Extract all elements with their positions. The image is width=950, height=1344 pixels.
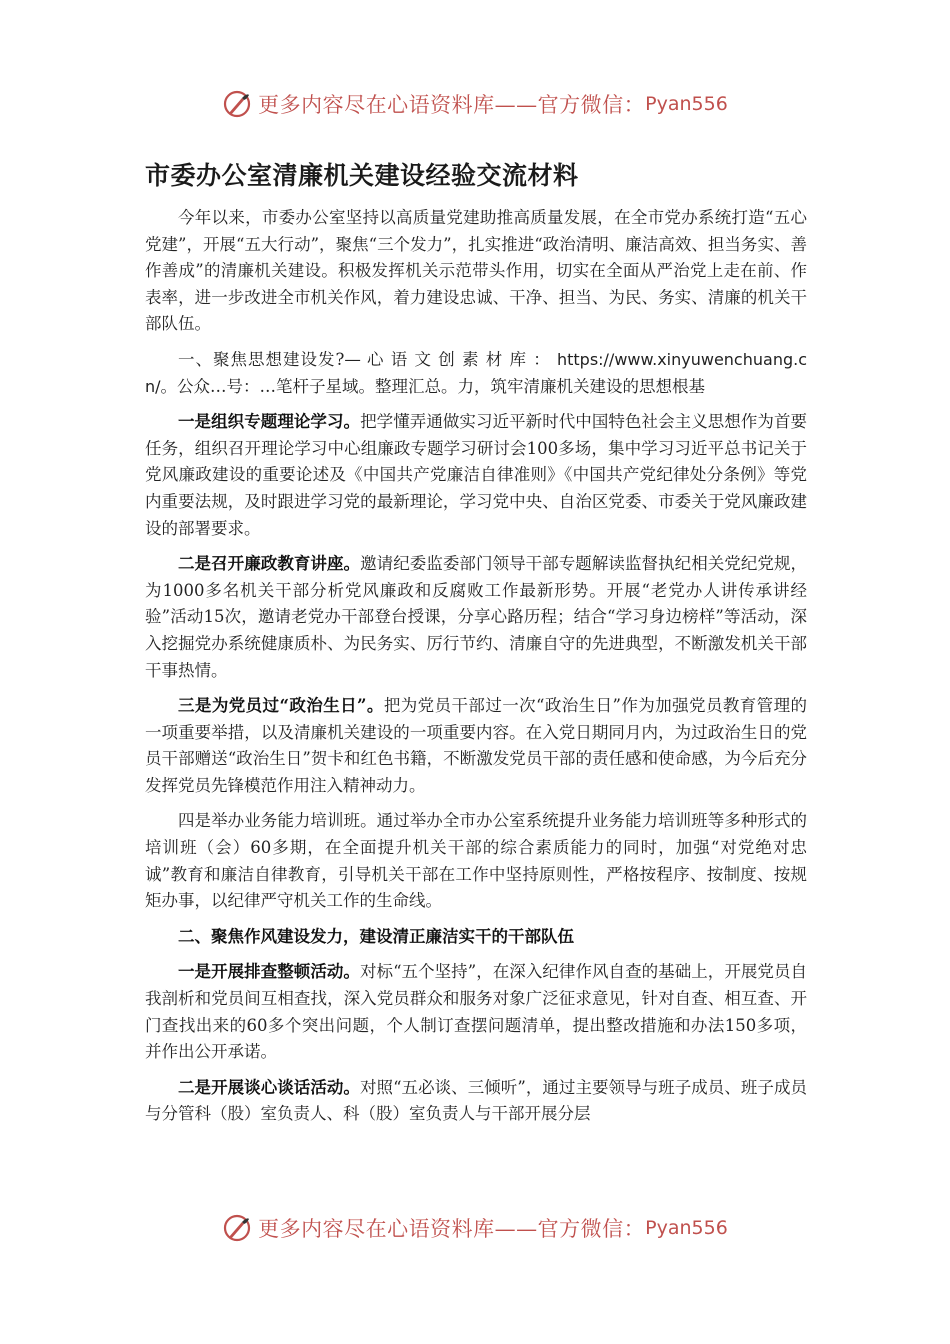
paragraph-study-text: 把学懂弄通做实习近平新时代中国特色社会主义思想作为首要任务，组织召开理论学习中心组廉政专题学习研讨会100多场，集中学习习近平总书记关于党风廉政建设的重要论述及《中国共产党廉洁自律准则》《中国共产党纪律处分条例》等党内重要法规，及时跟进学习党的最新理论，学习党中央、自治区党委、市委关于党风廉政建设的部署要求。 [145,412,808,538]
paragraph-talks-lead: 二是开展谈心谈话活动。 [178,1077,360,1097]
section-heading-1-part-c: 。公众…号：…笔杆子星域。整理汇总。力，筑牢清廉机关建设的思想根基 [160,376,706,396]
section-heading-2 [145,924,807,951]
paragraph-birthday [145,693,807,799]
paragraph-study [145,409,807,542]
paragraph-talks-text: 对照“五必谈、三倾听”，通过主要领导与班子成员、班子成员与分管科（股）室负责人、科（股）室负责人与干部开展分层 [145,1077,808,1124]
banner-text: 更多内容尽在心语资料库——官方微信： [258,93,646,117]
banner-wechat-id: Pyan556 [645,93,728,115]
brush-logo-icon [222,1213,252,1243]
section-heading-1-part-a: 一、聚焦思想建设发 [178,349,336,369]
section-heading-1 [145,347,807,400]
paragraph-lecture [145,551,807,684]
paragraph-birthday-lead: 三是为党员过“政治生日”。 [178,696,384,716]
paragraph-rectify [145,959,807,1065]
paragraph-training: 四是举办业务能力培训班。通过举办全市办公室系统提升业务能力培训班等多种形式的培训班（会）60多期，在全面提升机关干部的综合素质能力的同时，加强“对党绝对忠诚”教育和廉洁自律教育，引导机关干部在工作中坚持原则性，严格按程序、按制度、按规矩办事，以纪律严守机关工作的生命线。 [145,811,807,911]
section-heading-2-text: 二、聚焦作风建设发力，建设清正廉洁实干的干部队伍 [178,926,574,946]
brush-logo-icon [222,89,252,119]
document-body [145,205,807,1137]
paragraph-rectify-lead: 一是开展排查整顿活动。 [178,962,360,982]
intro-paragraph: 今年以来，市委办公室坚持以高质量党建助推高质量发展，在全市党办系统打造“五心党建”，开展“五大行动”，聚焦“三个发力”，扎实推进“政治清明、廉洁高效、担当务实、善作善成”的清廉机关建设。积极发挥机关示范带头作用，切实在全面从严治党上走在前、作表率，进一步改进全市机关作风，着力建设忠诚、干净、担当、为民、务实、清廉的机关干部队伍。 [145,208,807,334]
header-banner [0,84,950,124]
banner-text: 更多内容尽在心语资料库——官方微信： [258,1217,646,1241]
paragraph-lecture-text: 邀请纪委监委部门领导干部专题解读监督执纪相关党纪党规，为1000多名机关干部分析党风廉政和反腐败工作最新形势。开展“老党办人讲传承讲经验”活动15次，邀请老党办干部登台授课，分享心路历程；结合“学习身边榜样”等活动，深入挖掘党办系统健康质朴、为民务实、厉行节约、清廉自守的先进典型，不断激发机关干部干事热情。 [145,554,808,680]
section-heading-1-part-b: ?— 心 语 文 创 素 材 库 ： [335,349,551,369]
page-title: 市委办公室清廉机关建设经验交流材料 [145,161,579,190]
banner-wechat-id: Pyan556 [645,1217,728,1239]
paragraph-lecture-lead: 二是召开廉政教育讲座。 [178,554,361,574]
paragraph-study-lead: 一是组织专题理论学习。 [178,412,361,432]
paragraph-talks [145,1075,807,1128]
source-link[interactable]: https://www.xinyuwenchuang.cn/ [145,349,807,396]
paragraph-rectify-text: 对标“五个坚持”，在深入纪律作风自查的基础上，开展党员自我剖析和党员间互相查找，深入党员群众和服务对象广泛征求意见，针对自查、相互查、开门查找出来的60多个突出问题，个人制订查摆问题清单，提出整改措施和办法150多项，并作出公开承诺。 [145,962,808,1062]
footer-banner [0,1208,950,1248]
paragraph-birthday-text: 把为党员干部过一次“政治生日”作为加强党员教育管理的一项重要举措，以及清廉机关建设的一项重要内容。在入党日期同月内，为过政治生日的党员干部赠送“政治生日”贺卡和红色书籍，不断激发党员干部的责任感和使命感，为今后充分发挥党员先锋模范作用注入精神动力。 [145,696,808,795]
